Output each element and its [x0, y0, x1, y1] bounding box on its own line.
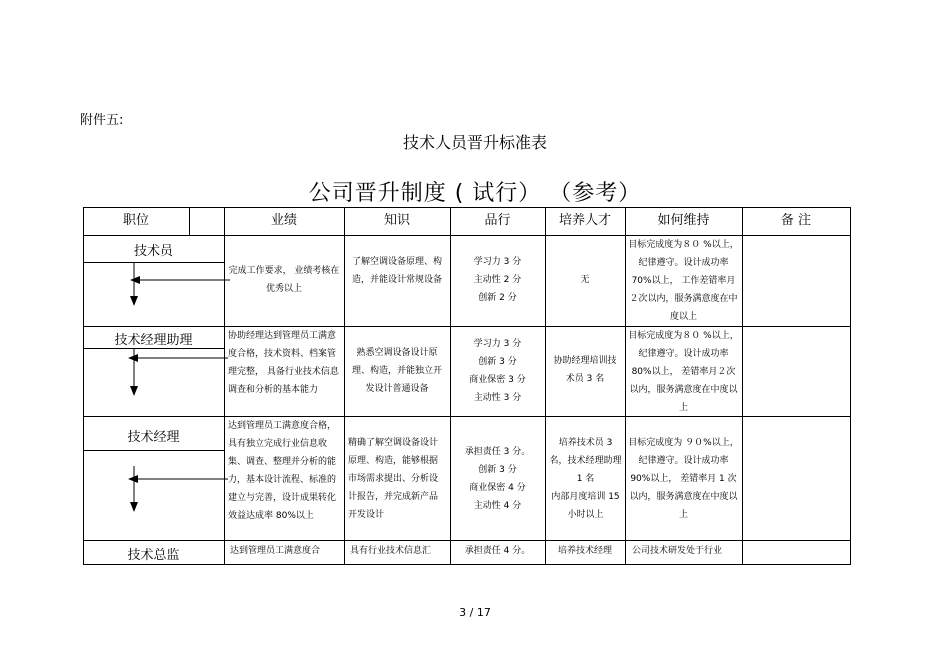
- table-cell-maintain: 公司技术研发处于行业: [632, 546, 723, 556]
- position-label: 技术经理助理: [114, 333, 193, 348]
- arrow-left-icon: [126, 348, 230, 372]
- table-cell-maintain: 目标完成度为８０ %以上，纪律遵守。设计成功率 80%以上， 差错率月２次以内，服务满意度在中度以上: [628, 331, 739, 413]
- arrow-left-icon: [128, 270, 232, 294]
- position-label: 技术总监: [127, 548, 180, 563]
- table-cell-maintain: 目标完成度为８０ %以上，纪律遵守。设计成功率 70%以上， 工作差错率月２次以内，服务满意度在中度以上: [628, 240, 739, 322]
- table-cell-knowledge: 具有行业技术信息汇: [350, 546, 432, 556]
- column-divider: [625, 207, 626, 565]
- position-label: 技术经理: [127, 430, 180, 445]
- table-cell-knowledge: 了解空调设备原理、构造，并能设计常规设备: [351, 257, 442, 285]
- attachment-label: 附件五:: [80, 113, 124, 128]
- table-cell-conduct: 承担责任 4 分。: [464, 546, 531, 556]
- column-divider: [450, 207, 451, 565]
- table-cell-knowledge: 熟悉空调设备设计原理、构造，并能独立开发设计普通设备: [351, 348, 442, 394]
- table-cell-conduct: 学习力 3 分 主动性 2 分 创新 2 分: [473, 257, 522, 303]
- table-cell-conduct: 学习力 3 分 创新 3 分 商业保密 3 分 主动性 3 分: [469, 339, 526, 403]
- table-cell-training: 培养技术员 3 名，技术经理助理 1 名 内部月度培训 15 小时以上: [549, 438, 622, 520]
- column-divider: [344, 207, 345, 565]
- row-divider: [83, 540, 851, 541]
- column-header-position: 职位: [122, 213, 149, 228]
- position-underline: [83, 450, 224, 451]
- document-title: 公司晋升制度 ( 试行） （参考）: [308, 181, 642, 206]
- column-header-training: 培养人才: [558, 213, 611, 228]
- table-cell-performance: 完成工作要求， 业绩考核在优秀以上: [228, 266, 340, 294]
- table-cell-performance: 协助经理达到管理员工满意度合格，技术资料、档案管理完整， 具备行业技术信息调查和分析的基本能力: [228, 331, 339, 395]
- column-header-knowledge: 知识: [383, 213, 410, 228]
- column-divider: [742, 207, 743, 565]
- table-cell-maintain: 目标完成度为 ９０%以上，纪律遵守。设计成功率 90%以上， 差错率月 1 次以内，服务满意度在中度以上: [628, 438, 739, 520]
- table-cell-performance: 达到管理员工满意度合格，具有独立完成行业信息收集、调查、整理并分析的能力，基本设计流程、标准的建立与完善，设计成果转化效益达成率 80%以上: [228, 421, 337, 521]
- arrow-left-icon: [126, 469, 230, 493]
- table-cell-knowledge: 精确了解空调设备设计原理、构造，能够根据市场需求提出、分析设计报告，并完成新产品开发设计: [348, 438, 439, 520]
- table-border-right: [850, 207, 851, 565]
- table-cell-performance: 达到管理员工满意度合: [230, 546, 321, 556]
- column-divider: [545, 207, 546, 565]
- table-border-left: [83, 207, 84, 565]
- column-header-performance: 业绩: [270, 213, 297, 228]
- table-cell-training: 无: [580, 275, 590, 285]
- column-header-remarks: 备 注: [780, 213, 812, 228]
- column-divider: [189, 207, 190, 235]
- document-subtitle: 技术人员晋升标准表: [402, 133, 547, 152]
- column-header-maintain: 如何维持: [657, 213, 710, 228]
- table-cell-conduct: 承担责任 3 分。 创新 3 分 商业保密 4 分 主动性 4 分: [464, 447, 531, 511]
- table-cell-training: 协助经理培训技术员 3 名: [553, 356, 617, 384]
- column-header-conduct: 品行: [484, 213, 511, 228]
- page-number: 3 / 17: [459, 606, 491, 619]
- table-cell-training: 培养技术经理: [557, 546, 612, 556]
- position-label: 技术员: [133, 244, 173, 259]
- table-border-bottom: [83, 564, 851, 565]
